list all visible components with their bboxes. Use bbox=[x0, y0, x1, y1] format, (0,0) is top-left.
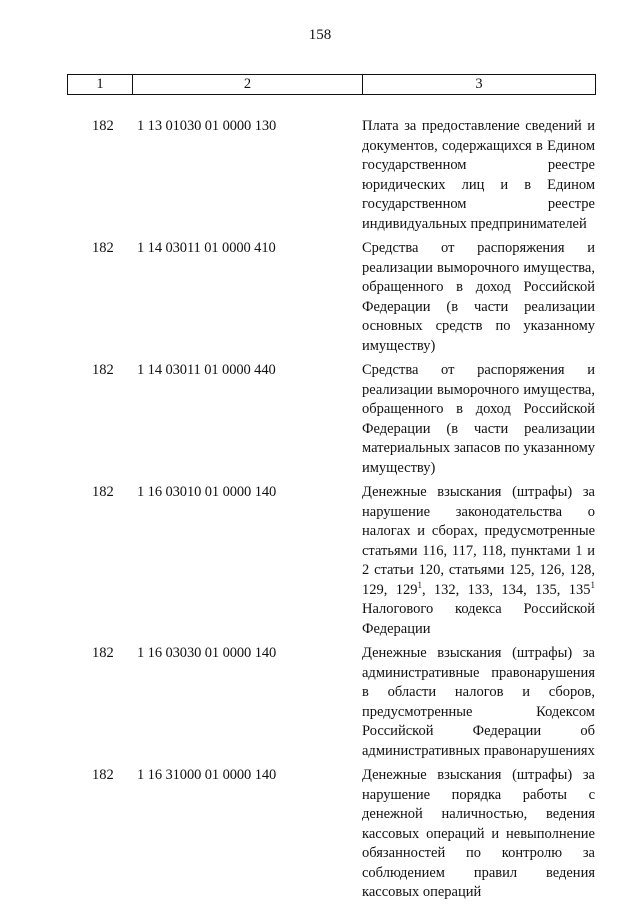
kbk-code-cell: 1 14 03011 01 0000 410 bbox=[137, 240, 276, 256]
kbk-code-cell: 1 16 31000 01 0000 140 bbox=[137, 767, 277, 783]
admin-code-cell: 182 bbox=[92, 362, 114, 378]
column-header-2: 2 bbox=[133, 75, 363, 95]
description-text: Налогового кодекса Российской Федерации bbox=[362, 601, 595, 637]
table-row bbox=[67, 117, 595, 234]
superscript: 1 bbox=[417, 579, 422, 590]
description-text: , 132, 133, 134, 135, 135 bbox=[421, 581, 591, 598]
table-body bbox=[67, 117, 595, 908]
kbk-code-cell: 1 14 03011 01 0000 440 bbox=[137, 362, 276, 378]
admin-code-cell: 182 bbox=[92, 240, 114, 256]
description-cell bbox=[362, 483, 595, 639]
column-header-row bbox=[68, 75, 596, 95]
admin-code-cell: 182 bbox=[92, 767, 114, 783]
kbk-code-cell: 1 16 03030 01 0000 140 bbox=[137, 645, 277, 661]
table-row bbox=[67, 239, 595, 356]
kbk-code-cell: 1 16 03010 01 0000 140 bbox=[137, 484, 277, 500]
description-cell: Денежные взыскания (штрафы) за нарушение порядка работы с денежной наличностью, ведения кассовых операций и невыполнение обязанностей по контролю за соблюдением правил ведения кассовых операций bbox=[362, 767, 595, 900]
table-row bbox=[67, 361, 595, 478]
superscript: 1 bbox=[590, 579, 596, 590]
admin-code-cell: 182 bbox=[92, 118, 114, 134]
description-cell: Средства от распоряжения и реализации выморочного имущества, обращенного в доход Российской Федерации (в части реализации основных средств по указанному имуществу) bbox=[362, 240, 595, 354]
description-cell: Средства от распоряжения и реализации выморочного имущества, обращенного в доход Российской Федерации (в части реализации материальных запасов по указанному имуществу) bbox=[362, 362, 595, 476]
table-row bbox=[67, 644, 595, 761]
kbk-code-cell: 1 13 01030 01 0000 130 bbox=[137, 118, 277, 134]
column-header-1: 1 bbox=[68, 75, 133, 95]
description-text: Денежные взыскания (штрафы) за нарушение законодательства о налогах и сборах, предусмотренные статьями 116, 117, 118, пунктами 1 и 2 статьи 120, статьями 125, 126, 128, 129, 129 bbox=[362, 484, 595, 598]
admin-code-cell: 182 bbox=[92, 645, 114, 661]
admin-code-cell: 182 bbox=[92, 484, 114, 500]
table-row bbox=[67, 766, 595, 903]
description-cell: Плата за предоставление сведений и документов, содержащихся в Едином государственном реестре юридических лиц и в Едином государственном реестре индивидуальных предпринимателей bbox=[362, 118, 595, 232]
description-cell: Денежные взыскания (штрафы) за административные правонарушения в области налогов и сборов, предусмотренные Кодексом Российской Федерации об административных правонарушениях bbox=[362, 645, 595, 759]
table-row bbox=[67, 483, 595, 639]
column-header-3: 3 bbox=[363, 75, 596, 95]
column-header-table bbox=[67, 74, 596, 95]
page-number: 158 bbox=[308, 27, 332, 43]
